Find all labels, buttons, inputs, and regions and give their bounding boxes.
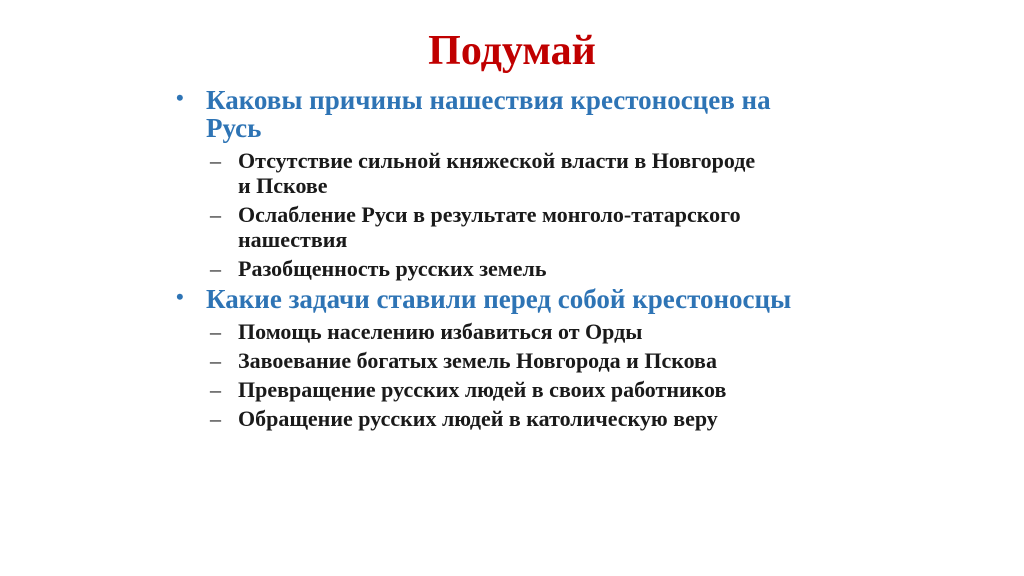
question-1-line-2: Русь [206, 113, 262, 143]
answer-item [210, 348, 876, 373]
question-1 [176, 86, 876, 142]
dash-icon: – [210, 256, 221, 281]
bullet-icon: • [176, 85, 184, 110]
answer-item [210, 319, 876, 344]
answer-line-2: нашествия [238, 227, 348, 252]
question-2 [176, 285, 876, 313]
dash-icon: – [210, 202, 221, 227]
answer-line-1: Завоевание богатых земель Новгорода и Пскова [238, 348, 717, 373]
answer-line-1: Отсутствие сильной княжеской власти в Новгороде [238, 148, 756, 173]
answer-line-1: Разобщенность русских земель [238, 256, 547, 281]
question-2-answers [176, 319, 876, 431]
answer-line-1: Помощь населению избавиться от Орды [238, 319, 643, 344]
answer-item [210, 377, 876, 402]
answer-line-1: Превращение русских людей в своих работников [238, 377, 727, 402]
slide-title: Подумай [428, 28, 596, 74]
slide-content [176, 86, 876, 435]
question-1-answers [176, 148, 876, 281]
answer-item [210, 202, 876, 252]
bullet-icon: • [176, 284, 184, 309]
dash-icon: – [210, 148, 221, 173]
dash-icon: – [210, 406, 221, 431]
question-2-line-1: Какие задачи ставили перед собой крестоносцы [206, 284, 792, 314]
answer-line-1: Ослабление Руси в результате монголо-татарского [238, 202, 741, 227]
dash-icon: – [210, 319, 221, 344]
dash-icon: – [210, 377, 221, 402]
answer-item [210, 256, 876, 281]
dash-icon: – [210, 348, 221, 373]
answer-item [210, 406, 876, 431]
answer-line-1: Обращение русских людей в католическую веру [238, 406, 718, 431]
question-1-line-1: Каковы причины нашествия крестоносцев на [206, 85, 771, 115]
answer-item [210, 148, 876, 198]
answer-line-2: и Пскове [238, 173, 328, 198]
